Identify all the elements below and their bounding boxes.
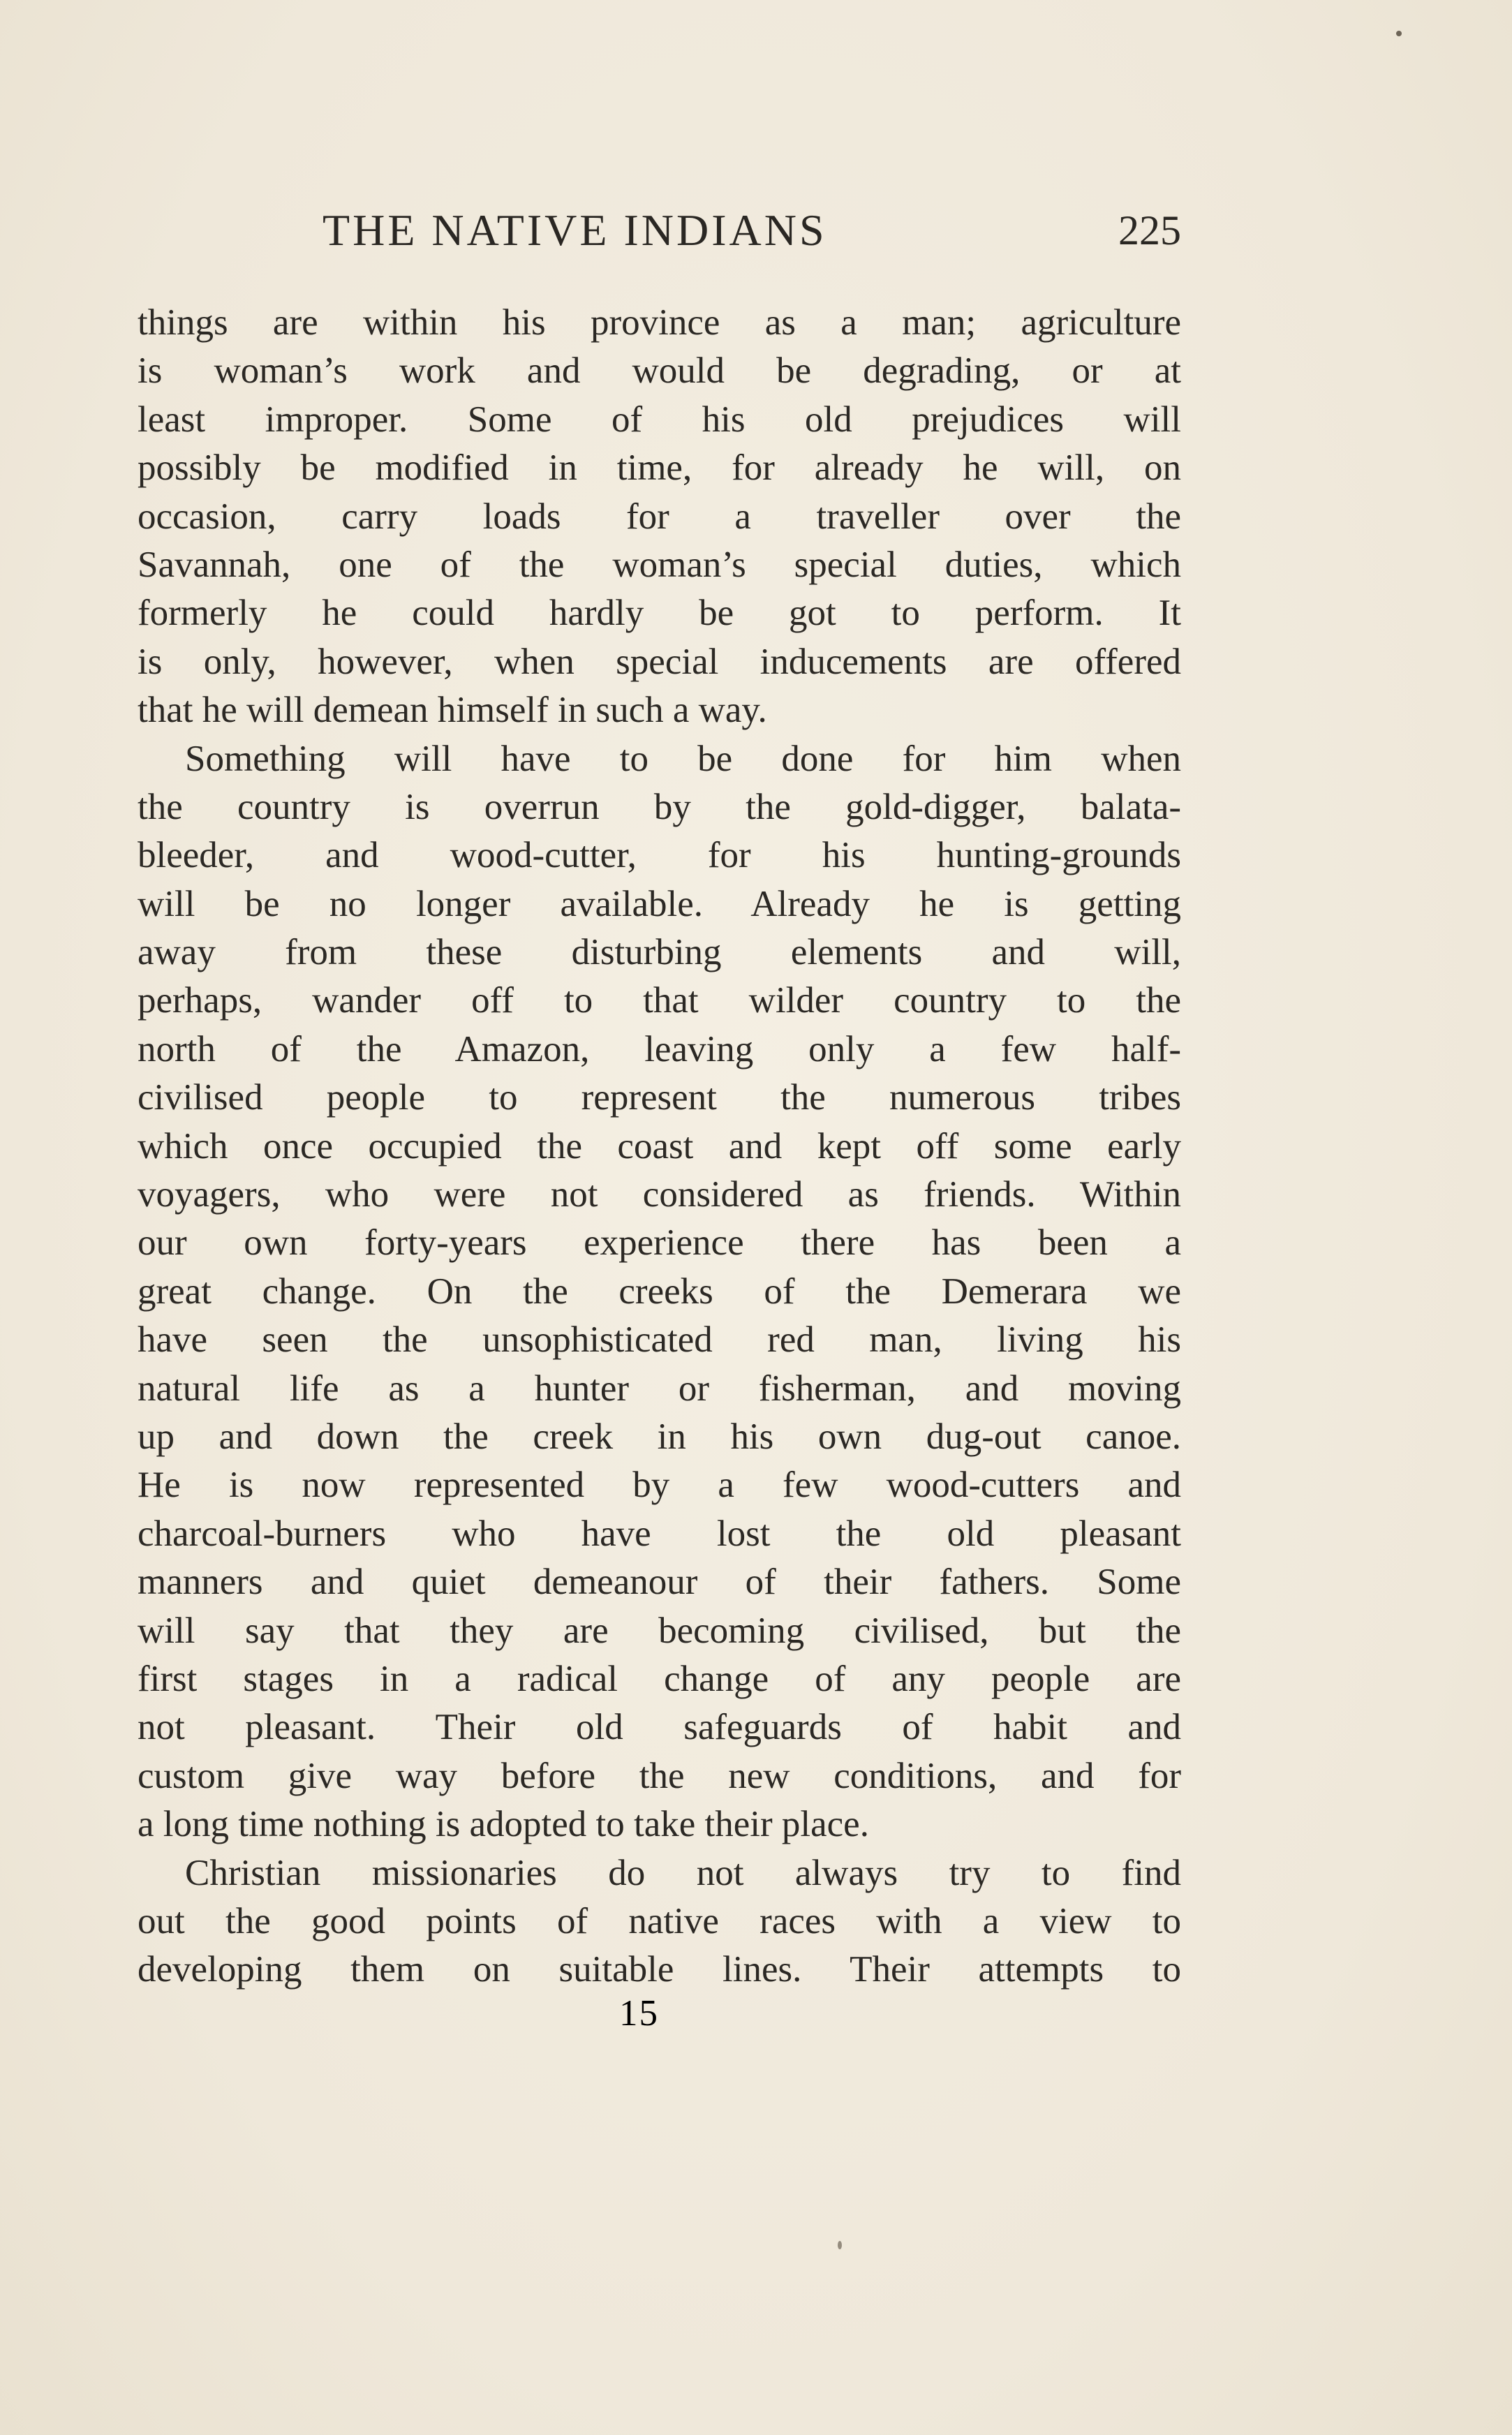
line-segment: which once occupied the coast and kept off some early: [138, 1125, 1181, 1167]
line-segment: custom give way before the new conditions, and for: [138, 1755, 1181, 1796]
paper-speck: [1396, 31, 1402, 36]
line-segment: natural life as a hunter or fisherman, and moving: [138, 1368, 1181, 1409]
line-segment: our own forty-years experience there has been a: [138, 1222, 1181, 1264]
text-line: [138, 396, 1181, 444]
line-segment: manners and quiet demeanour of their fathers. Some: [138, 1562, 1181, 1603]
line-segment: up and down the creek in his own dug-out canoe.: [138, 1416, 1181, 1457]
text-line: [138, 1219, 1181, 1267]
line-segment: He is now represented by a few wood-cutters and: [138, 1465, 1181, 1506]
running-title: THE NATIVE INDIANS: [323, 205, 827, 255]
text-line: [138, 493, 1181, 541]
line-segment: bleeder, and wood-cutter, for his hunting-grounds: [138, 835, 1181, 876]
line-segment: will be no longer available. Already he is getting: [138, 883, 1181, 924]
text-line: [138, 928, 1181, 977]
text-line: [138, 783, 1181, 831]
text-line: [138, 1123, 1181, 1171]
text-line: [138, 1897, 1181, 1946]
body-text: [138, 299, 1181, 1994]
line-segment: first stages in a radical change of any people are: [138, 1658, 1181, 1699]
text-line: [138, 686, 1181, 734]
text-line: [138, 1316, 1181, 1364]
text-line: [138, 735, 1181, 783]
text-line: [138, 1558, 1181, 1606]
text-line: [138, 1752, 1181, 1800]
signature-mark: 15: [619, 1993, 659, 2034]
line-segment: that he will demean himself in such a way.: [138, 690, 767, 731]
text-line: [138, 541, 1181, 589]
line-segment: is only, however, when special inducements are offered: [138, 641, 1181, 682]
line-segment: Savannah, one of the woman’s special duties, which: [138, 544, 1181, 585]
line-segment: voyagers, who were not considered as friends. Within: [138, 1174, 1181, 1215]
text-line: [138, 347, 1181, 395]
text-line: [138, 1510, 1181, 1558]
text-line: [138, 880, 1181, 928]
line-segment: perhaps, wander off to that wilder country to the: [138, 980, 1181, 1021]
text-line: [138, 831, 1181, 880]
line-segment: great change. On the creeks of the Demerara we: [138, 1271, 1181, 1312]
line-segment: charcoal-burners who have lost the old pleasant: [138, 1513, 1181, 1554]
text-line: [138, 1461, 1181, 1509]
running-head: [138, 199, 1181, 262]
line-segment: Christian missionaries do not always try to find: [185, 1852, 1181, 1893]
text-line: [138, 444, 1181, 492]
text-line: [138, 1849, 1181, 1897]
text-line: [138, 1074, 1181, 1122]
page-number: 225: [1118, 207, 1181, 253]
text-line: [138, 1946, 1181, 1994]
line-segment: Something will have to be done for him when: [185, 738, 1181, 779]
line-segment: a long time nothing is adopted to take their place.: [138, 1804, 869, 1845]
line-segment: away from these disturbing elements and will,: [138, 932, 1181, 973]
text-line: [138, 1703, 1181, 1752]
line-segment: formerly he could hardly be got to perform. It: [138, 593, 1181, 634]
line-segment: not pleasant. Their old safeguards of habit and: [138, 1707, 1181, 1748]
text-line: [138, 1268, 1181, 1316]
text-line: [138, 1365, 1181, 1413]
text-line: [138, 299, 1181, 347]
text-line: [138, 1413, 1181, 1461]
text-line: [138, 1607, 1181, 1655]
line-segment: north of the Amazon, leaving only a few half-: [138, 1028, 1181, 1070]
line-segment: least improper. Some of his old prejudices will: [138, 399, 1181, 440]
line-segment: will say that they are becoming civilised, but the: [138, 1610, 1181, 1651]
text-line: [138, 638, 1181, 686]
line-segment: possibly be modified in time, for already he will, on: [138, 447, 1181, 489]
text-line: [138, 1171, 1181, 1219]
text-line: [138, 1026, 1181, 1074]
line-segment: the country is overrun by the gold-digger, balata-: [138, 786, 1181, 827]
line-segment: out the good points of native races with a view to: [138, 1900, 1181, 1941]
line-segment: have seen the unsophisticated red man, living his: [138, 1319, 1181, 1361]
line-segment: occasion, carry loads for a traveller over the: [138, 496, 1181, 537]
text-line: [138, 1800, 1181, 1849]
paper-speck: [838, 2241, 842, 2249]
line-segment: is woman’s work and would be degrading, or at: [138, 350, 1181, 392]
text-line: [138, 1655, 1181, 1703]
line-segment: things are within his province as a man; agriculture: [138, 302, 1181, 343]
text-line: [138, 589, 1181, 637]
line-segment: developing them on suitable lines. Their attempts to: [138, 1949, 1181, 1990]
text-line: [138, 977, 1181, 1025]
line-segment: civilised people to represent the numerous tribes: [138, 1077, 1181, 1118]
